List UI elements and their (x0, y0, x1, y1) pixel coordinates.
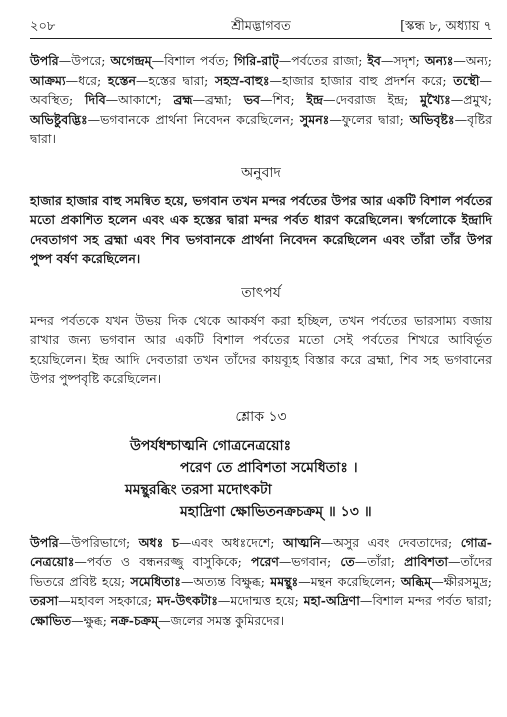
sanskrit-term: ভব (243, 92, 260, 107)
sanskrit-term: ব্রহ্ম (173, 92, 193, 107)
purport-text: মন্দর পর্বতকে যখন উভয় দিক থেকে আকর্ষণ করা হচ্ছিল, তখন পর্বতের ভারসাম্য বজায় রাখার জন্য ভগবান আর একটি বিশাল পর্বতের মতো সেই পর্বতের শিখরে আবির্ভূত হয়েছিলেন। ইন্দ্র আদি দেবতারা তখন তাঁদের কায়ব্যূহ বিস্তার করে ব্রহ্মা, শিব সহ ভগবানের উপর পুষ্পবৃষ্টি করেছিলেন। (30, 312, 492, 386)
term-meaning: —দেবরাজ ইন্দ্র; (322, 92, 421, 107)
term-meaning: —শিব; (259, 92, 307, 107)
translation-text: হাজার হাজার বাহু সমন্বিত হয়ে, ভগবান তখন মন্দর পর্বতের উপর আর একটি বিশাল পর্বতের মতো প্রকাশিত হলেন এবং এক হস্তের দ্বারা মন্দর পর্বত ধারণ করেছিলেন। স্বর্গলোকে ইন্দ্রাদি দেবতাগণ সহ ব্রহ্মা এবং শিব ভগবানকে প্রার্থনা নিবেদন করেছিলেন এবং তাঁরা তাঁর উপর পুষ্প বর্ষণ করেছিলেন। (30, 192, 492, 266)
term-meaning: —আকাশে; (105, 92, 174, 107)
term-meaning: —এবং অধঃদেশে; (178, 534, 283, 550)
term-meaning: —অত্যন্ত বিক্ষুব্ধ; (180, 573, 271, 589)
term-meaning: —পর্বত ও বন্ধনরজ্জু বাসুকিকে; (74, 554, 251, 569)
sanskrit-term: অগেন্দ্রম্ (110, 53, 152, 68)
term-meaning: —ক্ষুব্ধ; (71, 612, 111, 628)
sanskrit-term: অব্ধিম্ (400, 573, 432, 589)
sanskrit-term: সুমনঃ (300, 111, 330, 127)
purport-heading: তাৎপর্য (241, 284, 281, 301)
sanskrit-term: দিবি (84, 92, 106, 107)
verse-line-2: পরেণ তে প্রাবিশতা সমেধিতাঃ । (180, 459, 358, 476)
sanskrit-term: মদ-উৎকটাঃ (156, 593, 218, 608)
sanskrit-term: মহা-অদ্রিণা (303, 593, 360, 608)
term-meaning: —ভগবানকে প্রার্থনা নিবেদন করেছিলেন; (87, 111, 301, 127)
sanskrit-term: উপরি (30, 53, 59, 68)
term-meaning: —সদৃশ; (380, 53, 425, 68)
book-title: শ্রীমদ্ভাগবত (231, 19, 291, 34)
sanskrit-term: গিরি-রাট্ (233, 53, 279, 68)
sanskrit-term: পরেণ (250, 554, 279, 569)
synonyms-paragraph-1 (30, 51, 492, 149)
sanskrit-term: অভিবৃষ্টঃ (409, 111, 455, 127)
term-meaning: —ফুলের দ্বারা; (329, 111, 410, 127)
term-meaning: —অন্য; (453, 53, 493, 68)
term-meaning: —উপরিভাগে; (58, 534, 139, 550)
sanskrit-term: হস্তেন (107, 72, 136, 88)
term-meaning: —মহাবল সহকারে; (58, 593, 157, 608)
sanskrit-term: নক্র-চক্রম্ (110, 612, 159, 628)
sanskrit-term: ক্ষোভিত (30, 612, 72, 628)
page-number: ২০৮ (30, 19, 56, 34)
term-meaning: —তাঁদের ভিতরে প্রবিষ্ট হয়ে; (30, 554, 492, 589)
term-meaning: —জলের সমস্ত কুমিরদের। (158, 612, 285, 628)
term-meaning: —প্রমুখ; (450, 92, 492, 107)
verse-line-4: মহাদ্রিণা ক্ষোভিতনক্রচক্রম্ ॥ ১৩ ॥ (180, 503, 372, 520)
term-meaning: —অসুর এবং দেবতাদের; (320, 534, 461, 550)
sanskrit-term: ইন্দ্র (306, 92, 323, 107)
synonyms-paragraph-2 (30, 533, 492, 631)
verse-line-1: উপর্যধশ্চাত্মনি গোত্রনেত্রয়োঃ (130, 437, 292, 454)
sanskrit-term: মমন্থুঃ (270, 573, 299, 589)
verse-number-heading: শ্লোক ১৩ (235, 408, 287, 425)
term-meaning: —ব্রহ্মা; (192, 92, 244, 107)
sanskrit-term: মুখ্যৈঃ (420, 92, 451, 107)
term-meaning: —পর্বতের রাজা; (278, 53, 368, 68)
term-meaning: —অবস্থিত; (30, 72, 492, 107)
sanskrit-term: ইব (367, 53, 381, 68)
term-meaning: —হাজার হাজার বাহু প্রদর্শন করে; (269, 72, 454, 88)
translation-heading: অনুবাদ (241, 164, 281, 181)
term-meaning: —বৃষ্টির দ্বারা। (30, 111, 493, 146)
term-meaning: —উপরে; (58, 53, 111, 68)
term-meaning: —বিশাল পর্বত; (151, 53, 234, 68)
term-meaning: —ক্ষীরসমুদ্র; (431, 573, 492, 589)
term-meaning: —মদোন্মত্ত হয়ে; (217, 593, 304, 608)
sanskrit-term: উপরি (30, 534, 59, 550)
sanskrit-term: সমেধিতাঃ (130, 573, 181, 589)
verse-line-3: মমন্থুরব্ধিং তরসা মদোৎকটা (125, 481, 272, 498)
sanskrit-term: আত্মনি (282, 534, 321, 550)
sanskrit-term: তস্থৌ (453, 72, 480, 88)
term-meaning: —ভগবান; (278, 554, 341, 569)
page-header (30, 14, 492, 39)
term-meaning: —বিশাল মন্দর পর্বত দ্বারা; (359, 593, 492, 608)
sanskrit-term: গোত্র-নেত্রয়োঃ (30, 534, 492, 569)
canto-chapter-reference: [স্কন্ধ ৮, অধ্যায় ৭ (400, 19, 492, 34)
term-meaning: —তাঁরা; (354, 554, 405, 569)
sanskrit-term: তরসা (30, 593, 59, 608)
sanskrit-term: অধঃ চ (138, 534, 179, 550)
sanskrit-term: প্রাবিশতা (404, 554, 449, 569)
term-meaning: —মন্থন করেছিলেন; (298, 573, 401, 589)
term-meaning: —হস্তের দ্বারা; (135, 72, 215, 88)
sanskrit-term: অভিষ্টুবদ্ভিঃ (30, 111, 88, 127)
sanskrit-term: আক্রম্য (30, 72, 66, 88)
sanskrit-term: অন্যঃ (424, 53, 454, 68)
sanskrit-term: সহস্র-বাহুঃ (214, 72, 270, 88)
page (30, 14, 492, 630)
sanskrit-term: তে (340, 554, 355, 569)
term-meaning: —ধরে; (65, 72, 108, 88)
